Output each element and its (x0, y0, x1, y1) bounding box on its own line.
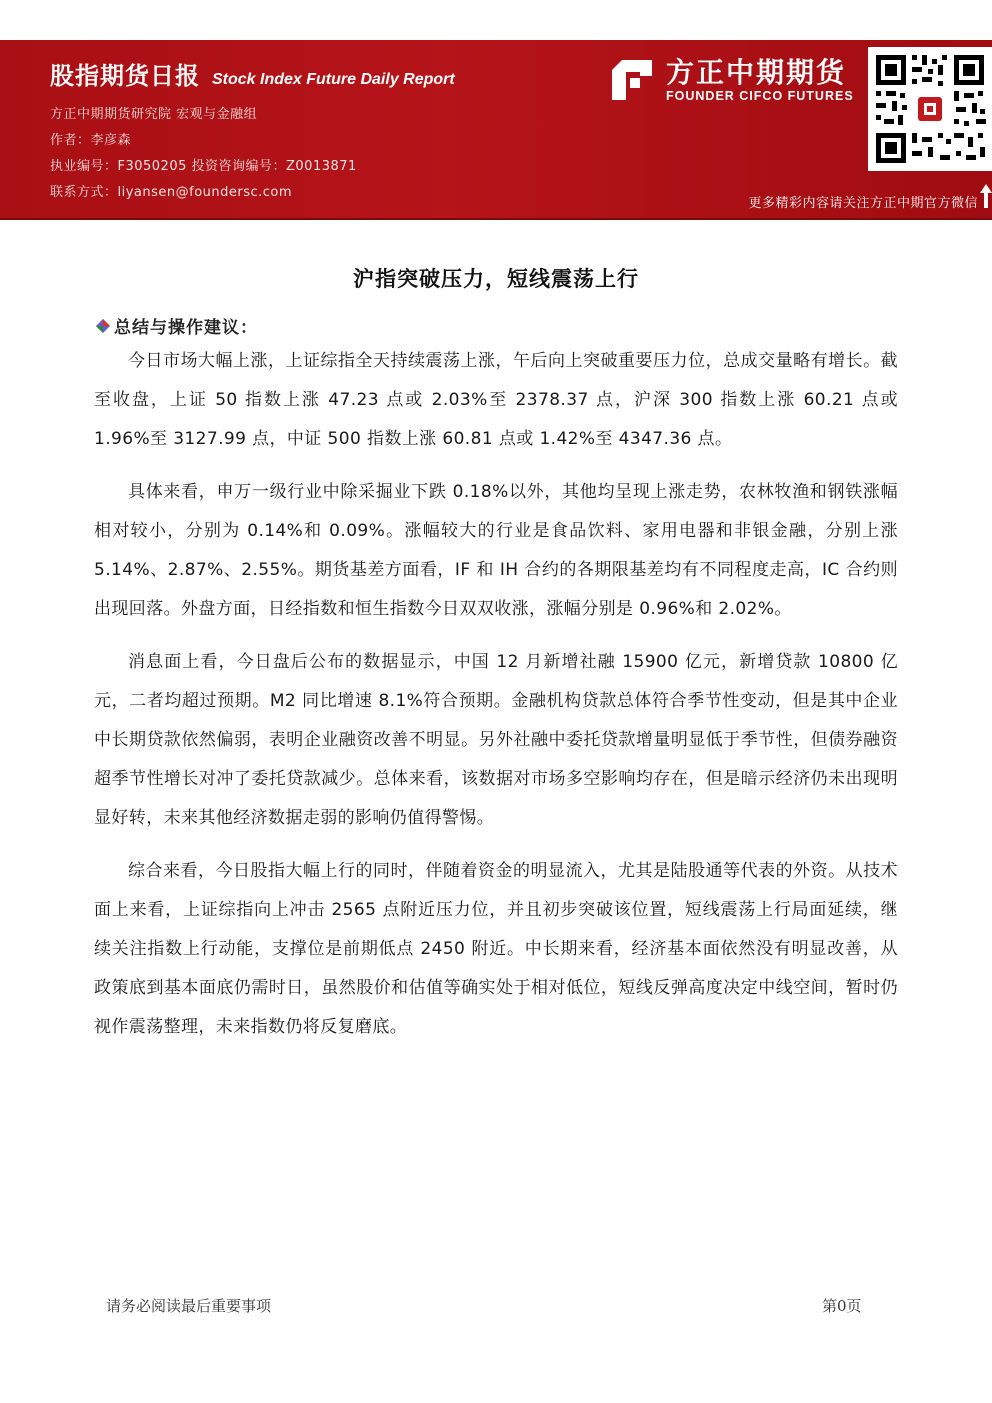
wechat-qr-code[interactable] (868, 47, 992, 171)
paragraph: 消息面上看，今日盘后公布的数据显示，中国 12 月新增社融 15900 亿元，新增贷款 10800 亿元，二者均超过预期。M2 同比增速 8.1%符合预期。金融机构贷款总体符合季节性变动，但是其中企业中长期贷款依然偏弱，表明企业融资改善不明显。另外社融中委托贷款增量明显低于季节性，但债券融资超季节性增长对冲了委托贷款减少。总体来看，该数据对市场多空影响均存在，但是暗示经济仍未出现明显好转，未来其他经济数据走弱的影响仍值得警惕。 (94, 652, 898, 828)
report-title-cn: 股指期货日报 (50, 62, 200, 90)
paragraph: 综合来看，今日股指大幅上行的同时，伴随着资金的明显流入，尤其是陆股通等代表的外资。从技术面上来看，上证综指向上冲击 2565 点附近压力位，并且初步突破该位置，短线震荡上行局面延续，继续关注指数上行动能，支撑位是前期低点 2450 附近。中长期来看，经济基本面依然没有明显改善，从政策底到基本面底仍需时日，虽然股价和估值等确实处于相对低位，短线反弹高度决定中线空间，暂时仍视作震荡整理，未来指数仍将反复磨底。 (94, 861, 898, 1037)
footer-notice: 请务必阅读最后重要事项 (106, 1297, 272, 1315)
section-heading (96, 313, 258, 338)
page-number: 第0页 (822, 1297, 862, 1315)
wechat-follow-note: 更多精彩内容请关注方正中期官方微信 (748, 196, 978, 211)
paragraph: 具体来看，申万一级行业中除采掘业下跌 0.18%以外，其他均呈现上涨走势，农林牧渔和钢铁涨幅相对较小，分别为 0.14%和 0.09%。涨幅较大的行业是食品饮料、家用电器和非银金融，分别上涨 5.14%、2.87%、2.55%。期货基差方面看，IF 和 IH 合约的各期限基差均有不同程度走高，IC 合约则出现回落。外盘方面，日经指数和恒生指数今日双双收涨，涨幅分别是 0.96%和 2.02%。 (94, 482, 898, 619)
report-title (50, 56, 455, 91)
contact-line: 联系方式：liyansen@foundersc.com (50, 185, 293, 200)
diamond-bullet-icon (96, 319, 110, 333)
company-logo (608, 56, 854, 104)
logo-text-en: FOUNDER CIFCO FUTURES (666, 89, 854, 103)
license-line: 执业编号：F3050205 投资咨询编号：Z0013871 (50, 159, 357, 174)
logo-mark-icon (608, 56, 656, 104)
org-line: 方正中期期货研究院 宏观与金融组 (50, 107, 258, 122)
logo-text-cn: 方正中期期货 (666, 56, 847, 89)
header-banner (0, 40, 992, 220)
document-title: 沪指突破压力，短线震荡上行 (353, 267, 639, 291)
author-line: 作者：李彦森 (50, 133, 132, 148)
section-heading-text: 总结与操作建议： (114, 318, 258, 338)
report-body (94, 342, 898, 1061)
paragraph: 今日市场大幅上涨，上证综指全天持续震荡上涨，午后向上突破重要压力位，总成交量略有增长。截至收盘，上证 50 指数上涨 47.23 点或 2.03%至 2378.37 点，沪深 300 指数上涨 60.21 点或 1.96%至 3127.99 点，中证 500 指数上涨 60.81 点或 1.42%至 4347.36 点。 (94, 351, 898, 449)
arrow-up-icon (980, 184, 992, 208)
qr-code-icon (868, 47, 992, 171)
report-title-en: Stock Index Future Daily Report (212, 71, 455, 88)
